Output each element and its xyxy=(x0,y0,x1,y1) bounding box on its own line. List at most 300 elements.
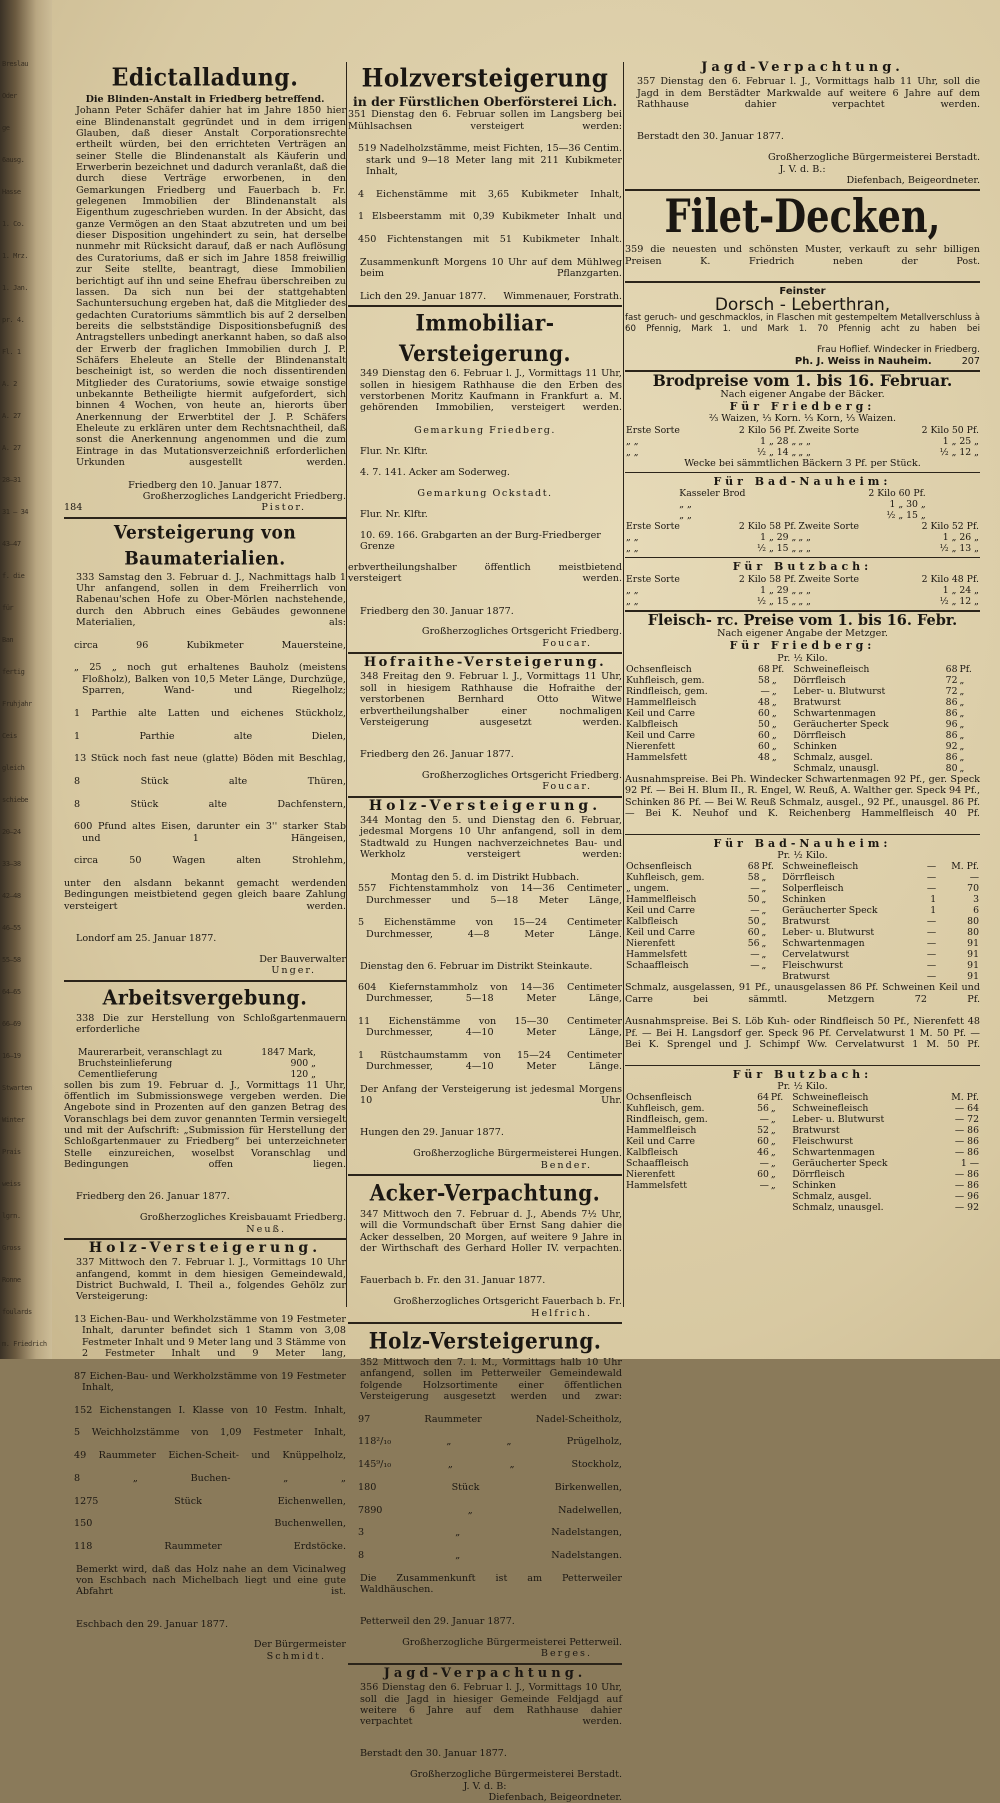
table-cell: 86 xyxy=(945,707,958,719)
table-cell: 56 xyxy=(747,938,760,950)
table-cell: 86 xyxy=(945,729,958,741)
spine-snippet: Gross xyxy=(2,1244,21,1252)
table-cell: „ „ xyxy=(626,584,639,596)
table-cell: Erste Sorte xyxy=(626,573,680,585)
table-cell: 60 xyxy=(757,1136,769,1148)
fl-friedberg-heading: Für Friedberg: xyxy=(729,639,876,653)
holz2-day2: Dienstag den 6. Februar im Distrikt Steinkaute. xyxy=(360,960,593,972)
jagd2-body: 357 Dienstag den 6. Februar l. J., Vormittags halb 11 Uhr, soll die Jagd in dem Berstädter Markwalde auf weitere 6 Jahre auf dem Rathhause dahier verpachtet werden. xyxy=(637,76,980,111)
table-cell: „ xyxy=(959,707,965,719)
holz3-body: 352 Mittwoch den 7. l. M., Vormittags halb 10 Uhr anfangend, sollen im Petterweiler Gemeindewald folgende Holzsortimente einer öffentlichen Versteigerung ausgesetzt werden und zwar: xyxy=(360,1357,622,1403)
table-cell: Dörrfleisch xyxy=(782,872,835,884)
brod-subtitle: Nach eigener Angabe der Bäcker. xyxy=(720,388,885,400)
table-cell: Bratwurst xyxy=(782,971,830,983)
table-cell: — xyxy=(759,1114,769,1126)
table-cell: Leber- u. Blutwurst xyxy=(782,927,875,939)
table-cell: 60 xyxy=(747,927,760,939)
jagd1-body: 356 Dienstag den 6. Februar l. J., Vormittags 10 Uhr, soll die Jagd in hiesiger Gemeinde Feldjagd auf weitere 6 Jahre auf dem Rathhause dahier verpachtet werden. xyxy=(360,1682,622,1728)
table-cell: Fleischwurst xyxy=(792,1136,853,1148)
dorsch-body: fast geruch- und geschmacklos, in Flaschen mit gestempeltem Metallverschluss à 60 Pfennig, Mark 1. und Mark 1. 70 Pfennig acht zu haben bei xyxy=(625,313,980,334)
table-cell: — 86 xyxy=(954,1180,979,1192)
table-row xyxy=(625,1103,980,1114)
arbeitsvergebung-signer: Neuß. xyxy=(246,1223,286,1235)
arb-value: 900 „ xyxy=(290,1057,316,1069)
table-row xyxy=(625,1092,980,1103)
imm-date: Friedberg den 30. Januar 1877. xyxy=(360,605,514,617)
table-cell: 96 xyxy=(945,718,958,730)
arbeitsvergebung-notice xyxy=(64,985,346,1235)
list-item: 97 Raummeter Nadel-Scheitholz, xyxy=(358,1413,622,1425)
table-cell xyxy=(625,1191,749,1202)
list-item: 1 Elsbeerstamm mit 0,39 Kubikmeter Inhalt und xyxy=(358,211,622,223)
table-cell: Kasseler Brod xyxy=(679,488,746,500)
table-cell: 52 xyxy=(757,1125,769,1137)
table-cell: 80 xyxy=(967,927,979,939)
table-cell: „ xyxy=(959,762,965,774)
list-item: 13 Stück noch fast neue (glatte) Böden mit Beschlag, xyxy=(74,753,346,765)
table-cell: 2 Kilo 50 Pf. xyxy=(921,424,979,436)
table-cell: 58 xyxy=(747,872,760,884)
spine-snippet: 43—47 xyxy=(2,540,21,548)
table-cell: Dörrfleisch xyxy=(793,674,846,686)
hof-office: Großherzogliches Ortsgericht Friedberg. xyxy=(421,770,622,782)
book-spine xyxy=(0,0,52,1359)
fl-butzbach-rows xyxy=(625,1092,980,1213)
table-cell: 68 xyxy=(747,861,760,873)
column-rule xyxy=(623,62,624,1307)
imm-signer: Foucar. xyxy=(542,637,592,649)
table-cell: — xyxy=(760,685,770,697)
spine-snippet: A. 27 xyxy=(2,444,21,452)
list-item: 600 Pfund altes Eisen, darunter ein 3'' starker Stab und 1 Hängeisen, xyxy=(74,821,346,844)
arbeitsvergebung-table xyxy=(64,1047,346,1080)
table-cell: Rindfleisch, gem. xyxy=(626,685,708,697)
table-cell: 60 xyxy=(757,1169,769,1181)
imm-tail: erbvertheilungshalber öffentlich meistbietend versteigert werden. xyxy=(348,561,622,585)
arbeitsvergebung-body: sollen bis zum 19. Februar d. J., Vormittags 11 Uhr, öffentlich im Submissionswege vergeben werden. Die Angebote sind in Prozenten auf den ganzen Betrag des Voranschlags bei dem zuvor genannten Termin versiegelt und mit der Aufschrift: „Submission für Herstellung der Schloßgartenmauer zu Friedberg“ bei unterzeichneter Stelle einzureichen, woselbst Voranschlag und Bedingungen offen liegen. xyxy=(64,1079,346,1171)
table-cell: „ xyxy=(959,696,965,708)
brod-nauheim-rows xyxy=(625,521,980,554)
table-cell: Kuhfleisch, gem. xyxy=(626,872,705,884)
baumaterial-body: 333 Samstag den 3. Februar d. J., Nachmittags halb 1 Uhr anfangend, sollen in dem Freiherrlich von Rabenau'schen Hofe zu Ober-Mörlen nachstehende, durch den Abbruch eines Gebäudes gewonnene Materialien, als: xyxy=(76,571,346,629)
table-cell: 91 xyxy=(967,960,979,972)
arb-label: Maurerarbeit, veranschlagt zu xyxy=(78,1046,223,1058)
table-cell: 68 xyxy=(945,663,958,675)
baumaterial-notice xyxy=(64,522,346,977)
list-item: 8 „ Buchen- „ „ xyxy=(74,1472,346,1484)
table-cell: 2 Kilo 58 Pf. xyxy=(738,573,797,585)
edict-notice xyxy=(64,64,346,514)
list-item: 1275 Stück Eichenwellen, xyxy=(74,1495,346,1507)
spine-snippet: weiss xyxy=(2,1180,21,1188)
table-cell: 3 xyxy=(973,894,979,906)
table-cell: „ ungem. xyxy=(626,883,669,895)
table-cell: „ „ xyxy=(679,499,692,511)
table-cell: 86 xyxy=(945,751,958,763)
brodpreise-table xyxy=(625,371,980,607)
table-cell: Keil und Carre xyxy=(626,927,696,939)
table-cell: Pf. xyxy=(761,861,774,873)
imm-title: Immobiliar-Versteigerung. xyxy=(398,309,572,367)
table-cell: „ „ xyxy=(798,446,811,458)
divider xyxy=(348,1322,622,1324)
table-cell: — 92 xyxy=(954,1202,979,1214)
table-cell: Zweite Sorte xyxy=(798,424,860,436)
table-cell: Solperfleisch xyxy=(782,883,844,895)
fl-butzbach-unit: Pr. ½ Kilo. xyxy=(777,1081,828,1093)
table-cell: „ „ xyxy=(798,435,811,447)
jagd1-signer: Diefenbach, Beigeordneter. xyxy=(488,1792,622,1803)
table-row xyxy=(625,574,980,585)
list-item: 4 Eichenstämme mit 3,65 Kubikmeter Inhalt, xyxy=(358,188,622,200)
list-item: 557 Fichtenstammholz von 14—36 Centimeter Durchmesser und 5—18 Meter Länge, xyxy=(358,883,622,906)
table-cell: 1 „ 25 „ xyxy=(942,435,979,447)
table-row xyxy=(625,1180,980,1191)
table-row xyxy=(625,905,980,916)
table-row xyxy=(625,763,980,774)
hv-list xyxy=(348,143,622,256)
list-item: 8 Stück alte Dachfenstern, xyxy=(74,798,346,810)
table-cell: — xyxy=(926,927,937,939)
table-cell xyxy=(625,971,741,982)
table-cell: 2 Kilo 58 Pf. xyxy=(738,521,797,533)
spine-snippet: ge xyxy=(2,124,10,132)
column-3 xyxy=(625,62,980,1213)
spine-snippet: A. 27 xyxy=(2,412,21,420)
spine-snippet: 1. Co. xyxy=(2,220,25,228)
list-item: 11 Eichenstämme von 15—30 Centimeter Durchmesser, 4—10 Meter Länge, xyxy=(358,1015,622,1039)
table-cell: „ xyxy=(761,905,767,917)
holz3-notice xyxy=(348,1327,622,1660)
table-cell: Erste Sorte xyxy=(626,424,680,436)
table-cell: „ „ xyxy=(679,510,692,522)
fl-ausnahme-2: Ausnahmspreise. Bei S. Löb Kuh- oder Rindfleisch 50 Pf., Nierenfett 48 Pf. — Bei H. Langsdorf ger. Speck 96 Pf. Cervelatwurst 1 M. 50 Pf. — Bei K. Sprengel und J. Schimpf Ww. Cervelatwurst 1 M. 50 Pf. xyxy=(625,1016,980,1051)
table-cell: Hammelsfett xyxy=(626,751,687,763)
table-cell: Kuhfleisch, gem. xyxy=(626,674,705,686)
table-cell: 48 xyxy=(758,696,770,708)
edict-signer: Pistor. xyxy=(261,502,306,514)
list-item: 3 „ Nadelstangen, xyxy=(358,1527,622,1539)
spine-snippet: f. die xyxy=(2,572,25,580)
table-cell: — xyxy=(750,883,760,895)
table-cell: Hammelfleisch xyxy=(626,894,697,906)
list-item: 8 „ Nadelstangen. xyxy=(358,1549,622,1561)
table-row xyxy=(678,488,927,499)
table-cell: — 72 xyxy=(954,1114,979,1126)
list-item: 8 Stück alte Thüren, xyxy=(74,775,346,787)
divider xyxy=(625,1065,980,1066)
imm-row-2: 10. 69. 166. Grabgarten an der Burg-Friedberger Grenze xyxy=(360,529,601,552)
table-row xyxy=(64,1047,346,1058)
table-cell: M. Pf. xyxy=(951,861,979,873)
list-item: 7890 „ Nadelwellen, xyxy=(358,1504,622,1516)
table-row xyxy=(625,675,980,686)
table-row xyxy=(625,1147,980,1158)
imm-gemarkung-2: Gemarkung Ockstadt. xyxy=(417,487,553,499)
holz3-list xyxy=(348,1414,622,1573)
holz2-signer: Bender. xyxy=(540,1159,592,1171)
table-cell: 56 xyxy=(757,1103,769,1115)
table-cell: 1 xyxy=(930,894,937,906)
table-cell: 50 xyxy=(758,718,770,730)
table-cell: „ xyxy=(770,1169,776,1181)
list-item: circa 96 Kubikmeter Mauersteine, xyxy=(74,639,346,651)
table-cell: Schinken xyxy=(782,894,826,906)
list-item: 1 Rüstchaumstamm von 15—24 Centimeter Durchmesser, 4—10 Meter Länge. xyxy=(358,1049,622,1073)
divider xyxy=(348,1663,622,1665)
table-cell: — xyxy=(759,1180,769,1192)
table-cell xyxy=(749,1191,770,1202)
edict-subtitle: Die Blinden-Anstalt in Friedberg betreffend. xyxy=(85,94,325,105)
table-row xyxy=(625,927,980,938)
table-cell: ½ „ 15 „ xyxy=(886,510,926,522)
table-cell: Nierenfett xyxy=(626,938,675,950)
table-cell: Cervelatwurst xyxy=(782,949,850,961)
arbeitsvergebung-title: Arbeitsvergebung. xyxy=(102,985,308,1010)
holz3-meet: Die Zusammenkunft ist am Petterweiler Waldhäuschen. xyxy=(360,1572,622,1595)
table-cell: Pf. xyxy=(771,663,785,675)
table-cell: — xyxy=(926,971,937,983)
table-row xyxy=(625,1191,980,1202)
hofraithe-notice xyxy=(348,657,622,793)
table-cell: Hammelfleisch xyxy=(626,696,697,708)
table-cell: Schwartenmagen xyxy=(792,1147,875,1159)
spine-snippet: 33—38 xyxy=(2,860,21,868)
list-item: 49 Raummeter Eichen-Scheit- und Knüppelholz, xyxy=(74,1450,346,1462)
filet-body: 359 die neuesten und schönsten Muster, verkauft zu sehr billigen Preisen K. Friedrich neben der Post. xyxy=(625,244,980,267)
divider xyxy=(625,472,980,473)
holz3-title: Holz-Versteigerung. xyxy=(368,1327,602,1355)
table-cell: 70 xyxy=(967,883,979,895)
table-cell: „ xyxy=(761,927,767,939)
table-cell: Keil und Carre xyxy=(626,707,696,719)
table-row xyxy=(625,938,980,949)
table-cell: „ „ xyxy=(626,446,639,458)
table-cell: Bratwurst xyxy=(793,696,841,708)
table-cell: 2 Kilo 48 Pf. xyxy=(921,573,979,585)
holz2-list-2 xyxy=(348,982,622,1084)
list-item: 180 Stück Birkenwellen, xyxy=(358,1481,622,1493)
table-cell: ½ „ 12 „ xyxy=(939,446,979,458)
table-cell: „ xyxy=(770,1114,776,1126)
imm-body: 349 Dienstag den 6. Februar l. J., Vormittags 11 Uhr, sollen in hiesigem Rathhause die den Erben des verstorbenen Moritz Kaufmann in Frankfurt a. M. gehörenden Immobilien, versteigert werden. xyxy=(360,368,622,414)
table-row xyxy=(625,1136,980,1147)
hv-body: 351 Dienstag den 6. Februar sollen im Langsberg bei Mühlsachsen versteigert werden: xyxy=(348,109,622,132)
table-cell: Leber- u. Blutwurst xyxy=(792,1114,885,1126)
table-row xyxy=(625,861,980,872)
table-cell: — xyxy=(926,883,937,895)
table-cell: 60 xyxy=(758,729,770,741)
dorsch-ad xyxy=(625,286,980,367)
table-cell: ½ „ 13 „ xyxy=(939,543,979,555)
table-cell: Dörrfleisch xyxy=(793,729,846,741)
imm-header-2: Flur. Nr. Klftr. xyxy=(360,508,428,520)
list-item: 118 Raummeter Erdstöcke. xyxy=(74,1540,346,1552)
table-cell: Leber- u. Blutwurst xyxy=(793,685,886,697)
fl-friedberg-rows xyxy=(625,664,980,774)
table-cell: „ xyxy=(770,1136,776,1148)
spine-snippet: fertig xyxy=(2,668,25,676)
spine-snippet: 42—48 xyxy=(2,892,21,900)
table-cell: 58 xyxy=(758,674,770,686)
table-row xyxy=(625,916,980,927)
table-cell: Nierenfett xyxy=(626,1169,675,1181)
list-item: 450 Fichtenstangen mit 51 Kubikmeter Inhalt. xyxy=(358,234,622,246)
table-row xyxy=(678,510,927,521)
table-row xyxy=(625,741,980,752)
table-cell: Schmalz, ausgel. xyxy=(792,1191,872,1203)
spine-snippet: 31 — 34 xyxy=(2,508,29,516)
table-cell xyxy=(770,1202,791,1213)
ack-title: Acker-Verpachtung. xyxy=(369,1179,601,1207)
table-cell: „ xyxy=(771,740,777,752)
table-cell: „ xyxy=(761,872,767,884)
baumaterial-title: Versteigerung von Baumaterialien. xyxy=(113,521,297,570)
table-cell: 86 xyxy=(945,696,958,708)
table-cell: Schweinefleisch xyxy=(792,1092,869,1104)
list-item: 519 Nadelholzstämme, meist Fichten, 15—36 Centim. stark und 9—18 Meter lang mit 211 Kubikmeter Inhalt, xyxy=(358,143,622,178)
edict-date: Friedberg den 10. Januar 1877. xyxy=(128,479,282,491)
table-cell: „ xyxy=(770,1180,776,1192)
table-row xyxy=(625,894,980,905)
spine-snippet: für xyxy=(2,604,14,612)
spine-snippet: Winter xyxy=(2,1116,25,1124)
table-cell: 60 xyxy=(758,740,770,752)
spine-snippet: 6ausg. xyxy=(2,156,25,164)
table-row xyxy=(625,596,980,607)
jagd1-date: Berstadt den 30. Januar 1877. xyxy=(360,1748,507,1760)
table-cell xyxy=(770,1191,791,1202)
brod-friedberg-rows xyxy=(625,425,980,458)
jagd2-vbd: J. V. d. B.: xyxy=(779,163,826,175)
holz3-signer: Berges. xyxy=(540,1648,592,1660)
table-row xyxy=(625,664,980,675)
table-cell: 48 xyxy=(758,751,770,763)
spine-snippet: Ceis xyxy=(2,732,17,740)
brod-friedberg-heading: Für Friedberg: xyxy=(729,399,876,413)
spine-snippet: Oder xyxy=(2,92,17,100)
immobiliar-notice xyxy=(348,310,622,649)
table-cell: M. Pf. xyxy=(951,1092,979,1104)
filet-ad xyxy=(625,189,980,278)
holz2-title: Holz-Versteigerung. xyxy=(368,797,602,814)
table-cell: ½ „ 12 „ xyxy=(939,595,979,607)
table-row xyxy=(625,1158,980,1169)
dorsch-seller-1: Frau Hoflief. Windecker in Friedberg. xyxy=(816,344,980,355)
table-cell: — xyxy=(969,872,979,884)
spine-snippet: Breslau xyxy=(2,60,29,68)
baumaterial-tail: unter den alsdann bekannt gemacht werdenden Bedingungen meistbietend gegen gleich baare Zahlung versteigert werden. xyxy=(64,878,346,912)
hv-meet: Zusammenkunft Morgens 10 Uhr auf dem Mühlweg beim Pflanzgarten. xyxy=(360,256,622,280)
divider xyxy=(625,281,980,283)
table-cell: „ xyxy=(771,718,777,730)
table-cell: „ xyxy=(761,960,767,972)
table-cell: 72 xyxy=(945,674,958,686)
table-cell: 64 xyxy=(757,1092,769,1104)
spine-snippet: Fl. 1 xyxy=(2,348,21,356)
table-row xyxy=(625,686,980,697)
divider xyxy=(348,1174,622,1176)
edict-title: Edictalladung. xyxy=(111,63,299,93)
table-cell: „ xyxy=(771,674,777,686)
ack-office: Großherzogliches Ortsgericht Fauerbach b. Fr. xyxy=(393,1296,622,1308)
dorsch-title: Dorsch - Leberthran, xyxy=(714,294,891,315)
list-item: 5 Eichenstämme von 15—24 Centimeter Durchmesser, 4—8 Meter Länge. xyxy=(358,917,622,940)
divider xyxy=(625,557,980,558)
hv-subtitle: in der Fürstlichen Oberförsterei Lich. xyxy=(352,94,617,109)
spine-snippet: 28—31 xyxy=(2,476,21,484)
edict-body: Johann Peter Schäfer dahier hat im Jahre 1850 hier eine Blindenanstalt gegründet und in dem irrigen Glauben, daß dieser Anstalt Corporationsrechte ertheilt würden, bei den errichteten Verträgen an seiner Stelle die Blindenanstalt als Käuferin und Erwerberin bezeichnet und dadurch veranlaßt, daß die durch diese Verträge erworbenen, in den Gemarkungen Friedberg und Fauerbach b. Fr. gelegenen Immobilien der Blindenanstalt als Eigenthum zugeschrieben wurden. In der Absicht, das ganze Vermögen an den Staat abzutreten und um bei dieser Disposition ungehindert zu sein, hat derselbe nunmehr mit Rücksicht darauf, daß er nach Auflösung des Curatoriums, daß er sich im Jahre 1858 freiwillig zur Seite stellte, beantragt, diese Immobilien berichtigt auf ihn und seine Ehefrau überschreiben zu lassen. Da sich nun bei der stattgehabten Sachuntersuchung ergeben hat, daß die Mitglieder des gedachten Curatoriums sämmtlich bis auf 2 derselben bereits die selbstständige Dispositionsbefugniß des Antragstellers unbedingt anerkannt haben, so daß also der Erwerb der fraglichen Immobilien durch J. P. Schäfers Eheleute an Stelle der Blindenanstalt bescheinigt ist, so werden die noch dissentirenden Mitglieder des Curatoriums, sowie etwaige sonstige unbekannte Betheiligte hiermit aufgefordert, sich binnen 4 Wochen, von heute an, hierorts über Anerkennung der Erwerbtitel der J. P. Schäfers Eheleute zu erklären unter dem Rechtsnachtheil, daß sonst die Anerkennung angenommen und die zum Eintrage in das Mutationsverzeichniß erforderlichen Urkunden ausgestellt werden. xyxy=(76,105,346,468)
table-cell: 2 Kilo 56 Pf. xyxy=(738,424,797,436)
holz1-note: Bemerkt wird, daß das Holz nahe an dem Vicinalweg von Eschbach nach Michelbach liegt und eine gute Abfahrt ist. xyxy=(76,1563,346,1598)
hof-body: 348 Freitag den 9. Februar l. J., Vormittags 11 Uhr, soll in hiesigem Rathhause die Hofraithe der verstorbenen Bernhard Otto Witwe erbvertheilungshalber einer nochmaligen Versteigerung ausgesetzt werden. xyxy=(360,671,622,728)
table-cell: Bratwurst xyxy=(792,1125,840,1137)
table-cell: 91 xyxy=(967,949,979,961)
holzversteigerung-lich-notice xyxy=(348,64,622,302)
spine-snippet: foulards xyxy=(2,1308,32,1316)
table-cell: „ „ xyxy=(798,584,811,596)
table-cell: „ xyxy=(959,718,965,730)
table-cell: „ xyxy=(761,949,767,961)
table-cell: Schweinefleisch xyxy=(792,1103,869,1115)
table-row xyxy=(625,1114,980,1125)
table-cell: Kalbfleisch xyxy=(626,718,679,730)
table-cell: Kalbfleisch xyxy=(626,1147,679,1159)
table-cell xyxy=(625,1202,749,1213)
table-cell: — 86 xyxy=(954,1136,979,1148)
table-row xyxy=(625,708,980,719)
acker-notice xyxy=(348,1179,622,1319)
table-cell: Dörrfleisch xyxy=(792,1169,845,1181)
table-cell: 50 xyxy=(747,916,760,928)
table-cell: Bratwurst xyxy=(782,916,830,928)
imm-gemarkung-1: Gemarkung Friedberg. xyxy=(414,424,556,436)
baumaterial-role: Der Bauverwalter xyxy=(259,953,346,965)
table-cell xyxy=(749,1202,770,1213)
fleischpreise-table xyxy=(625,611,980,1214)
spine-snippet: 20—24 xyxy=(2,828,21,836)
table-cell: — 96 xyxy=(954,1191,979,1203)
brod-butzbach-rows xyxy=(625,574,980,607)
table-row xyxy=(678,499,927,510)
table-cell: 80 xyxy=(945,762,958,774)
spine-snippet: pr. 4. xyxy=(2,316,25,324)
jagd2-office: Großherzogliche Bürgermeisterei Berstadt. xyxy=(767,152,980,164)
table-cell: Schaaffleisch xyxy=(626,1158,689,1170)
dorsch-seller-2: Ph. J. Weiss in Nauheim. xyxy=(794,355,932,367)
spine-snippet: 1. Mrz. xyxy=(2,252,29,260)
table-row xyxy=(625,949,980,960)
table-cell: „ xyxy=(959,685,965,697)
baumaterial-list xyxy=(64,640,346,878)
table-cell xyxy=(625,763,750,774)
table-cell: „ xyxy=(761,894,767,906)
table-cell: Schwartenmagen xyxy=(793,707,876,719)
holz1-date: Eschbach den 29. Januar 1877. xyxy=(76,1618,229,1630)
table-cell xyxy=(741,971,761,982)
jagd2-date: Berstadt den 30. Januar 1877. xyxy=(637,131,784,143)
holz2-date: Hungen den 29. Januar 1877. xyxy=(360,1127,504,1139)
holz1-role: Der Bürgermeister xyxy=(253,1639,346,1651)
table-row xyxy=(625,752,980,763)
table-row xyxy=(625,971,980,982)
table-row xyxy=(625,960,980,971)
list-item: circa 50 Wagen alten Strohlehm, xyxy=(74,855,346,867)
spine-snippet: A. 2 xyxy=(2,380,17,388)
hv-signer: Wimmenauer, Forstrath. xyxy=(503,290,622,302)
table-cell: 1 — xyxy=(960,1158,979,1170)
table-cell: — xyxy=(926,861,937,873)
